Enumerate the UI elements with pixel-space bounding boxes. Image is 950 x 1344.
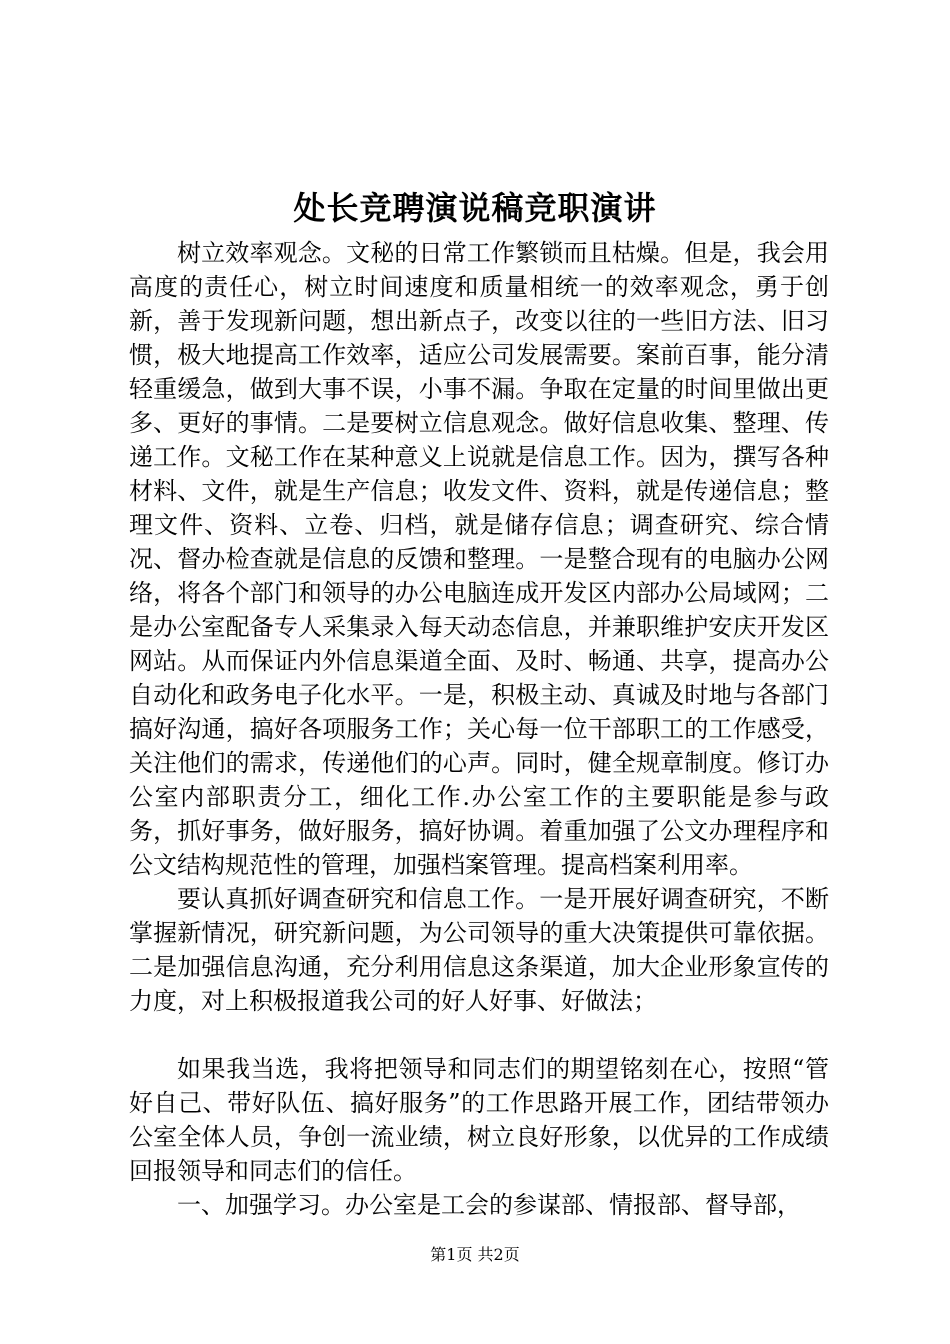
body-paragraph: 要认真抓好调查研究和信息工作。一是开展好调查研究，不断掌握新情况，研究新问题，为公司领导的重大决策提供可靠依据。二是加强信息沟通，充分利用信息这条渠道，加大企业形象宣传的力度，对上积极报道我公司的好人好事、好做法；	[129, 885, 829, 1015]
document-title: 处长竞聘演说稿竞职演讲	[293, 189, 657, 227]
body-paragraph: 一、加强学习。办公室是工会的参谋部、情报部、督导部，	[177, 1191, 801, 1219]
document-body	[129, 236, 829, 1222]
body-paragraph: 树立效率观念。文秘的日常工作繁锁而且枯燥。但是，我会用高度的责任心，树立时间速度和质量相统一的效率观念，勇于创新，善于发现新问题，想出新点子，改变以往的一些旧方法、旧习惯，极大地提高工作效率，适应公司发展需要。案前百事，能分清轻重缓急，做到大事不误，小事不漏。争取在定量的时间里做出更多、更好的事情。二是要树立信息观念。做好信息收集、整理、传递工作。文秘工作在某种意义上说就是信息工作。因为，撰写各种材料、文件，就是生产信息；收发文件、资料，就是传递信息；整理文件、资料、立卷、归档，就是储存信息；调查研究、综合情况、督办检查就是信息的反馈和整理。一是整合现有的电脑办公网络，将各个部门和领导的办公电脑连成开发区内部办公局域网；二是办公室配备专人采集录入每天动态信息，并兼职维护安庆开发区网站。从而保证内外信息渠道全面、及时、畅通、共享，提高办公自动化和政务电子化水平。一是，积极主动、真诚及时地与各部门搞好沟通，搞好各项服务工作；关心每一位干部职工的工作感受，关注他们的需求，传递他们的心声。同时，健全规章制度。修订办公室内部职责分工，细化工作.办公室工作的主要职能是参与政务，抓好事务，做好服务，搞好协调。着重加强了公文办理程序和公文结构规范性的管理，加强档案管理。提高档案利用率。	[129, 239, 829, 879]
body-paragraph: 如果我当选，我将把领导和同志们的期望铭刻在心，按照“管好自己、带好队伍、搞好服务”的工作思路开展工作，团结带领办公室全体人员，争创一流业绩，树立良好形象，以优异的工作成绩回报领导和同志们的信任。	[129, 1055, 829, 1185]
page-indicator: 第1页 共2页	[430, 1245, 520, 1264]
